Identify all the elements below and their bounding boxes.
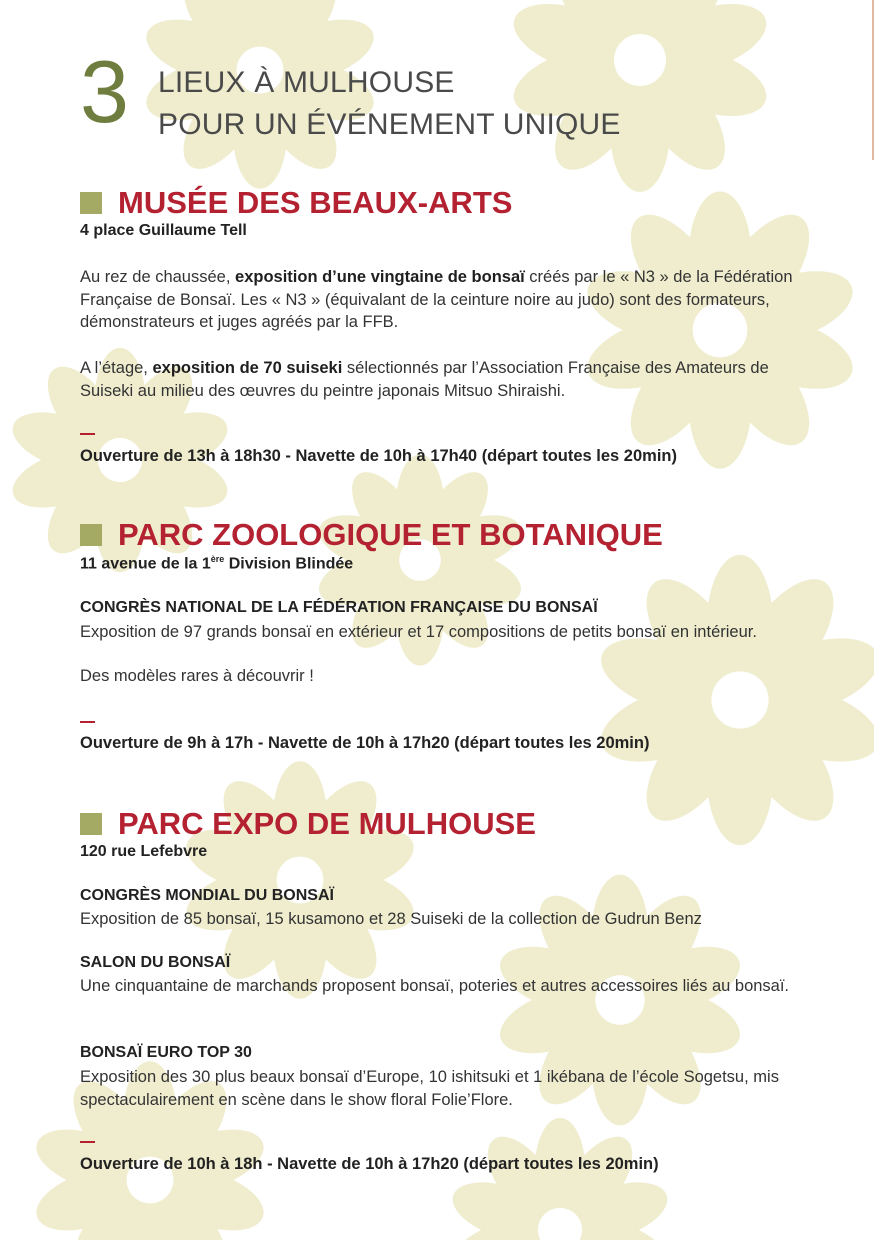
subhead-euro-top-30: BONSAÏ EURO TOP 30 xyxy=(80,1044,252,1061)
paragraph-euro-top-30: Exposition des 30 plus beaux bonsaï d’Europe, 10 ishitsuki et 1 ikébana de l’école Sogetsu, mis spectaculairement en scène dans le show floral Folie’Flore. xyxy=(80,1068,779,1109)
section-title-parc-expo xyxy=(80,806,536,842)
hours-musee: Ouverture de 13h à 18h30 - Navette de 10h à 17h40 (départ toutes les 20min) xyxy=(80,447,677,465)
text-span: créés par le « N3 » de la Fédération Française de Bonsaï. Les « N3 » (équivalant de la ceinture noire au judo) sont des formateurs, démonstrateurs et juges agréés par la FFB. xyxy=(80,268,793,331)
bold-span: exposition d’une vingtaine de bonsaï xyxy=(235,268,525,286)
headline-line-1: LIEUX À MULHOUSE xyxy=(158,66,455,99)
paragraph-etage xyxy=(80,357,800,402)
section-title-text: MUSÉE DES BEAUX-ARTS xyxy=(118,185,513,220)
section-title-musee xyxy=(80,185,512,221)
hours-parc-expo: Ouverture de 10h à 18h - Navette de 10h à 17h20 (départ toutes les 20min) xyxy=(80,1155,659,1173)
paragraph-exposition-97: Exposition de 97 grands bonsaï en extérieur et 17 compositions de petits bonsaï en intérieur. xyxy=(80,623,757,641)
text-span: Division Blindée xyxy=(224,555,354,573)
text-span: 11 avenue de la 1 xyxy=(80,555,211,573)
square-bullet-icon xyxy=(80,813,102,835)
section-title-text: PARC EXPO DE MULHOUSE xyxy=(118,806,536,841)
headline-line-2: POUR UN ÉVÉNEMENT UNIQUE xyxy=(158,108,621,141)
address-parc-expo: 120 rue Lefebvre xyxy=(80,843,208,860)
address-musee: 4 place Guillaume Tell xyxy=(80,222,247,239)
red-dash xyxy=(80,1141,95,1143)
page-headline xyxy=(158,62,621,146)
address-parc-zoologique xyxy=(80,554,353,573)
subhead-salon-du-bonsai: SALON DU BONSAÏ xyxy=(80,954,231,971)
text-span: sélectionnés par l’Association Française des Amateurs de Suiseki au milieu des œuvres du peintre japonais Mitsuo Shiraishi. xyxy=(80,359,769,400)
section-title-parc-zoologique xyxy=(80,517,663,553)
hours-parc-zoologique: Ouverture de 9h à 17h - Navette de 10h à 17h20 (départ toutes les 20min) xyxy=(80,734,650,752)
paragraph-congres-mondial: Exposition de 85 bonsaï, 15 kusamono et 28 Suiseki de la collection de Gudrun Benz xyxy=(80,910,702,928)
paragraph-rez-de-chaussee xyxy=(80,266,800,334)
square-bullet-icon xyxy=(80,524,102,546)
bold-span: exposition de 70 suiseki xyxy=(152,359,343,377)
red-dash xyxy=(80,433,95,435)
text-span: Au rez de chaussée, xyxy=(80,268,236,286)
red-dash xyxy=(80,721,95,723)
text-span: A l’étage, xyxy=(80,359,153,377)
superscript: ère xyxy=(210,554,225,564)
subhead-congres-national: CONGRÈS NATIONAL DE LA FÉDÉRATION FRANÇAISE DU BONSAÏ xyxy=(80,599,598,616)
section-title-text: PARC ZOOLOGIQUE ET BOTANIQUE xyxy=(118,517,663,552)
subhead-congres-mondial: CONGRÈS MONDIAL DU BONSAÏ xyxy=(80,887,334,904)
square-bullet-icon xyxy=(80,192,102,214)
paragraph-modeles-rares: Des modèles rares à découvrir ! xyxy=(80,667,314,685)
header-number: 3 xyxy=(80,42,129,141)
paragraph-salon-du-bonsai: Une cinquantaine de marchands proposent bonsaï, poteries et autres accessoires liés au bonsaï. xyxy=(80,977,790,995)
